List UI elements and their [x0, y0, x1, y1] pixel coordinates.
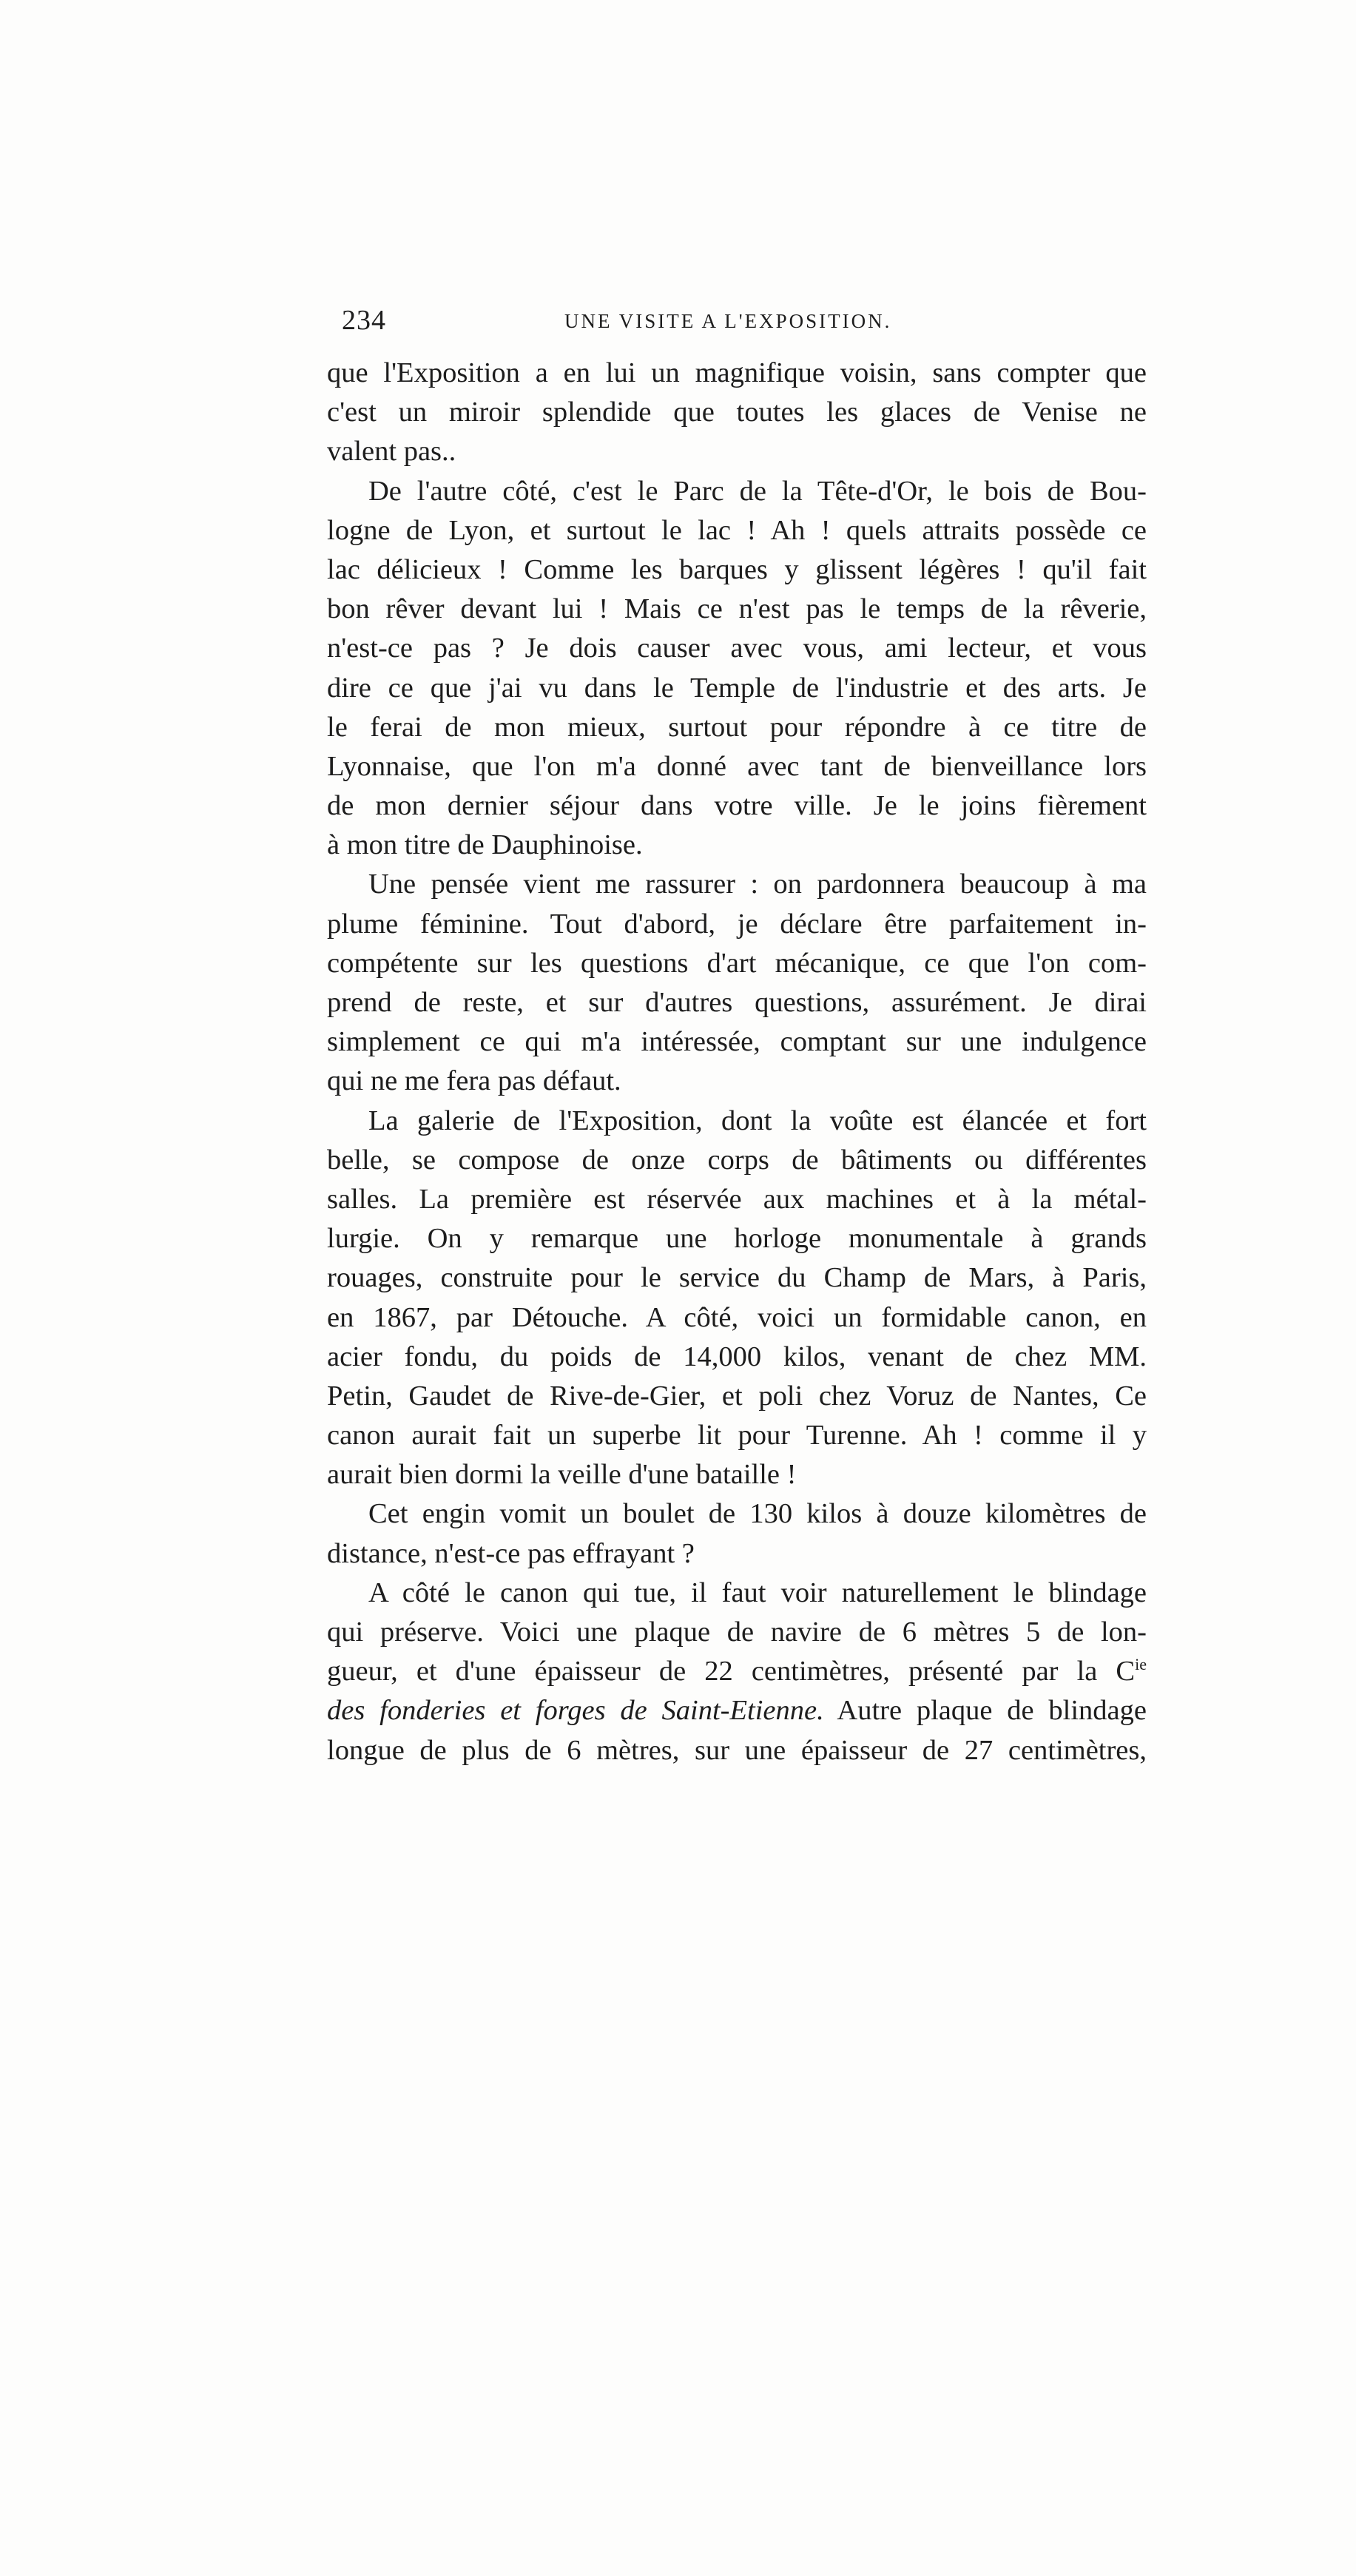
- text-line: à mon titre de Dauphinoise.: [327, 829, 643, 861]
- text-line: qui préserve. Voici une plaque de navire de 6 mètres 5 de lon-: [327, 1616, 1147, 1648]
- text-line: rouages, construite pour le service du Champ de Mars, à Paris,: [327, 1262, 1147, 1294]
- text-line: aurait bien dormi la veille d'une bataille !: [327, 1459, 797, 1491]
- text-line: Cet engin vomit un boulet de 130 kilos à douze kilomètres de: [368, 1498, 1147, 1530]
- text-line: simplement ce qui m'a intéressée, comptant sur une indulgence: [327, 1026, 1147, 1058]
- line-text: Autre plaque de blindage: [823, 1695, 1147, 1727]
- text-line: De l'autre côté, c'est le Parc de la Tête-d'Or, le bois de Bou-: [368, 475, 1147, 507]
- text-line: distance, n'est-ce pas effrayant ?: [327, 1537, 695, 1569]
- text-line: qui ne me fera pas défaut.: [327, 1065, 621, 1097]
- italic-company-name: des fonderies et forges de Saint-Etienne.: [327, 1695, 824, 1727]
- text-line: que l'Exposition a en lui un magnifique voisin, sans compter que: [327, 357, 1147, 388]
- paragraph-4: [327, 1102, 1147, 1495]
- body-text: [327, 354, 1147, 1770]
- text-line: A côté le canon qui tue, il faut voir naturellement le blindage: [368, 1577, 1147, 1608]
- running-head: UNE VISITE A L'EXPOSITION.: [564, 310, 892, 332]
- text-line: canon aurait fait un superbe lit pour Turenne. Ah ! comme il y: [327, 1420, 1147, 1451]
- text-line: valent pas..: [327, 436, 456, 468]
- text-line: belle, se compose de onze corps de bâtiments ou différentes: [327, 1144, 1147, 1176]
- paragraph-2: [327, 472, 1147, 866]
- paragraph-6: [327, 1574, 1147, 1770]
- text-line: lurgie. On y remarque une horloge monumentale à grands: [327, 1223, 1147, 1255]
- text-line: longue de plus de 6 mètres, sur une épaisseur de 27 centimètres,: [327, 1734, 1147, 1766]
- text-line: Petin, Gaudet de Rive-de-Gier, et poli chez Voruz de Nantes, Ce: [327, 1380, 1147, 1412]
- text-line: Une pensée vient me rassurer : on pardonnera beaucoup à ma: [368, 869, 1147, 900]
- text-line: le ferai de mon mieux, surtout pour répondre à ce titre de: [327, 711, 1147, 743]
- text-line: logne de Lyon, et surtout le lac ! Ah ! quels attraits possède ce: [327, 514, 1147, 546]
- paragraph-5: [327, 1494, 1147, 1573]
- text-line: compétente sur les questions d'art mécanique, ce que l'on com-: [327, 947, 1147, 979]
- text-line: dire ce que j'ai vu dans le Temple de l'industrie et des arts. Je: [327, 672, 1147, 704]
- page-header: [342, 302, 1147, 339]
- text-line: c'est un miroir splendide que toutes les glaces de Venise ne: [327, 397, 1147, 428]
- paragraph-1: [327, 354, 1147, 472]
- paragraph-3: [327, 865, 1147, 1101]
- text-line: acier fondu, du poids de 14,000 kilos, venant de chez MM.: [327, 1341, 1147, 1372]
- text-line: lac délicieux ! Comme les barques y glissent légères ! qu'il fait: [327, 553, 1147, 585]
- text-line: prend de reste, et sur d'autres questions, assurément. Je dirai: [327, 987, 1147, 1018]
- text-line: de mon dernier séjour dans votre ville. Je le joins fièrement: [327, 790, 1147, 822]
- text-line: en 1867, par Détouche. A côté, voici un formidable canon, en: [327, 1301, 1147, 1333]
- text-line: La galerie de l'Exposition, dont la voûte est élancée et fort: [368, 1105, 1147, 1136]
- text-line: salles. La première est réservée aux machines et à la métal-: [327, 1183, 1147, 1215]
- text-line: n'est-ce pas ? Je dois causer avec vous, ami lecteur, et vous: [327, 633, 1147, 664]
- line-text: gueur, et d'une épaisseur de 22 centimètres, présenté par la C: [327, 1656, 1136, 1687]
- superscript-abbreviation: ie: [1135, 1655, 1147, 1674]
- text-line: bon rêver devant lui ! Mais ce n'est pas le temps de la rêverie,: [327, 593, 1147, 625]
- text-line-with-superscript: [327, 1652, 1147, 1691]
- text-line-with-italic: [327, 1691, 1147, 1730]
- text-line: plume féminine. Tout d'abord, je déclare être parfaitement in-: [327, 908, 1147, 940]
- page-number: 234: [342, 305, 386, 336]
- text-line: Lyonnaise, que l'on m'a donné avec tant de bienveillance lors: [327, 750, 1147, 782]
